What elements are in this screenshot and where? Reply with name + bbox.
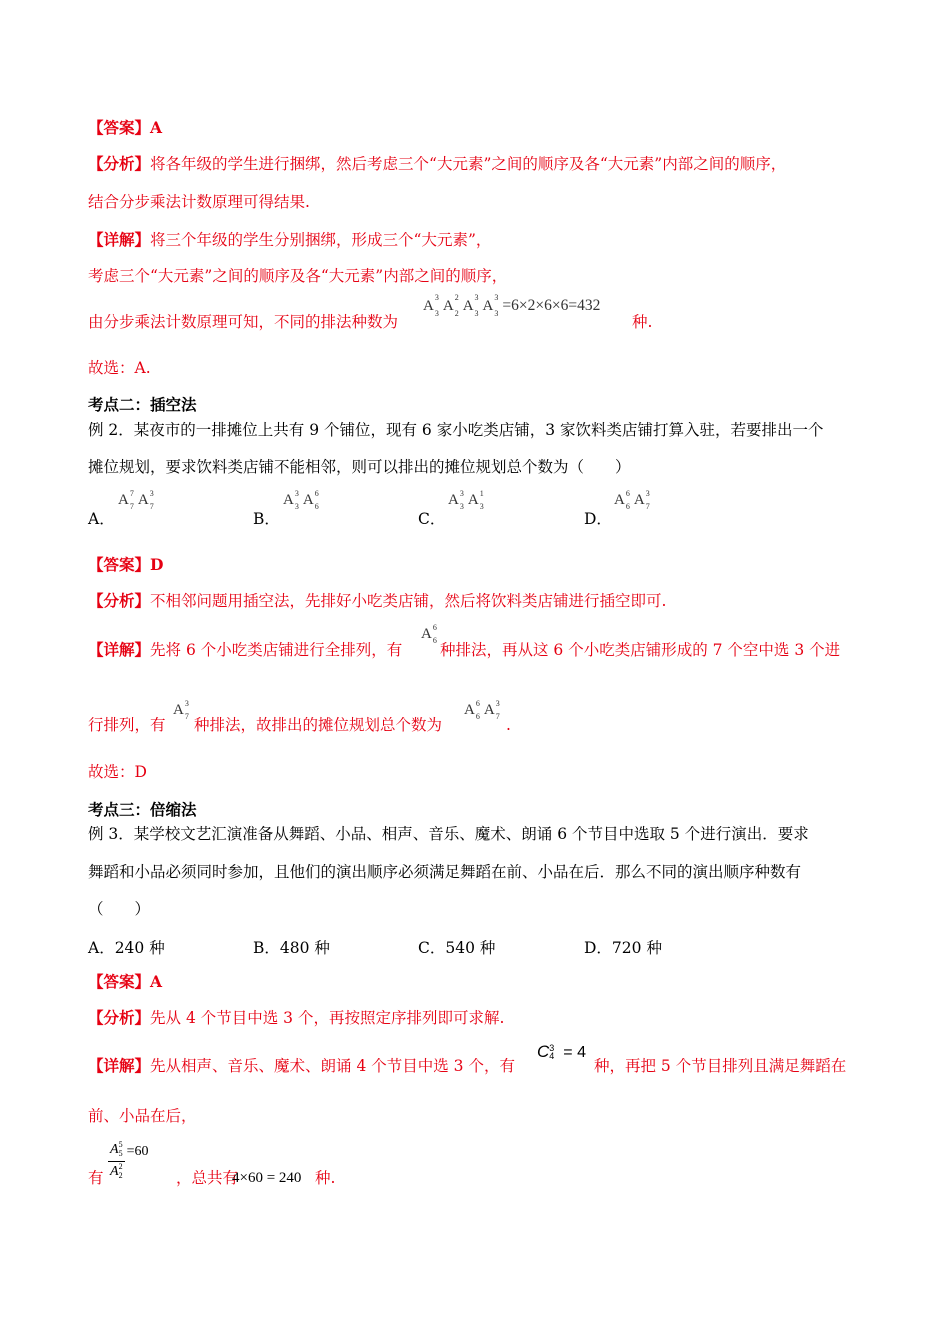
kp2-option-d-formula: A 6 6 A 3 7 (614, 489, 650, 511)
ex1-choose: 故选：A. (88, 359, 151, 377)
kp3-title: 考点三：倍缩法 (88, 800, 197, 819)
kp2-detail-line2: 行排列，有 (88, 716, 166, 734)
ex1-detail-line1: 【详解】将三个年级的学生分别捆绑，形成三个“大元素”， (88, 230, 492, 249)
kp2-title: 考点二：插空法 (88, 395, 197, 414)
kp3-question-line2: 舞蹈和小品必须同时参加，且他们的演出顺序必须满足舞蹈在前、小品在后．那么不同的演出顺序种数有 (88, 863, 802, 881)
kp2-option-b-formula: A 3 3 A 6 6 (283, 489, 319, 511)
kp3-detail-line1: 【详解】先从相声、音乐、魔术、朗诵 4 个节目中选 3 个，有 (88, 1056, 515, 1075)
kp3-option-b[interactable]: B．480 种 (253, 939, 330, 957)
kp2-detail-line1-rest: 种排法，再从这 6 个小吃类店铺形成的 7 个空中选 3 个进 (440, 641, 841, 659)
kp2-detail-a66: A 6 6 (421, 623, 437, 645)
kp3-option-d[interactable]: D．720 种 (584, 939, 662, 957)
kp2-detail-a73: A 3 7 (173, 699, 189, 721)
kp3-detail-line3-end: 种. (315, 1169, 336, 1187)
kp3-detail-fraction: $\frac{A^5_5}{A^2_2}$ =60 (110, 1140, 149, 1180)
kp3-answer: 【答案】A (88, 972, 163, 991)
kp2-question-line2: 摊位规划，要求饮料类店铺不能相邻，则可以排出的摊位规划总个数为（ ） (88, 458, 631, 476)
kp3-question-line1: 例 3．某学校文艺汇演准备从舞蹈、小品、相声、音乐、魔术、朗诵 6 个节目中选取 5 个进行演出．要求 (88, 825, 809, 843)
kp3-question-line3: （ ） (88, 900, 151, 918)
kp3-detail-line1-rest: 种，再把 5 个节目排列且满足舞蹈在 (594, 1057, 847, 1075)
kp2-choose: 故选：D (88, 763, 147, 781)
kp2-question-line1: 例 2．某夜市的一排摊位上共有 9 个铺位，现有 6 家小吃类店铺，3 家饮料类店铺打算入驻，若要排出一个 (88, 421, 824, 439)
kp2-detail-total-formula: A 6 6 A 3 7 (464, 699, 500, 721)
kp2-answer: 【答案】D (88, 555, 164, 574)
ex1-detail-line3-end: 种. (632, 313, 653, 331)
kp3-detail-line3-mid: ，总共有 (176, 1169, 239, 1187)
kp3-option-a[interactable]: A．240 种 (88, 939, 165, 957)
kp3-detail-line3: 有 (88, 1169, 104, 1187)
kp3-detail-total: 4×60 = 240 (232, 1170, 302, 1186)
ex1-analysis-line1: 【分析】将各年级的学生进行捆绑，然后考虑三个“大元素”之间的顺序及各“大元素”内部之间的顺序， (88, 154, 787, 173)
kp2-detail-line2-mid: 种排法，故排出的摊位规划总个数为 (194, 716, 443, 734)
kp2-option-a-label[interactable]: A． (88, 510, 115, 528)
ex1-detail-line3: 由分步乘法计数原理可知，不同的排法种数为 (88, 313, 399, 331)
kp2-detail-line1: 【详解】先将 6 个小吃类店铺进行全排列，有 (88, 640, 403, 659)
kp3-option-c[interactable]: C．540 种 (418, 939, 496, 957)
kp2-option-d-label[interactable]: D． (584, 510, 612, 528)
kp3-analysis: 【分析】先从 4 个节目中选 3 个，再按照定序排列即可求解. (88, 1008, 505, 1027)
kp2-detail-line2-end: . (506, 716, 511, 734)
ex1-detail-line2: 考虑三个“大元素”之间的顺序及各“大元素”内部之间的顺序， (88, 267, 508, 285)
ex1-analysis-line2: 结合分步乘法计数原理可得结果. (88, 193, 310, 211)
ex1-answer: 【答案】A (88, 118, 163, 137)
kp2-option-c-formula: A 3 3 A 1 3 (448, 489, 484, 511)
kp2-option-c-label[interactable]: C． (418, 510, 446, 528)
kp2-option-a-formula: A 7 7 A 3 7 (118, 489, 154, 511)
kp3-detail-c43: C 3 4 = 4 (537, 1042, 586, 1061)
kp2-analysis: 【分析】不相邻问题用插空法，先排好小吃类店铺，然后将饮料类店铺进行插空即可. (88, 591, 667, 610)
kp2-option-b-label[interactable]: B． (253, 510, 280, 528)
ex1-formula: A 3 3 A 2 2 A 3 3 A 3 3 =6×2×6×6=432 (423, 293, 601, 318)
kp3-detail-line2: 前、小品在后， (88, 1107, 197, 1125)
